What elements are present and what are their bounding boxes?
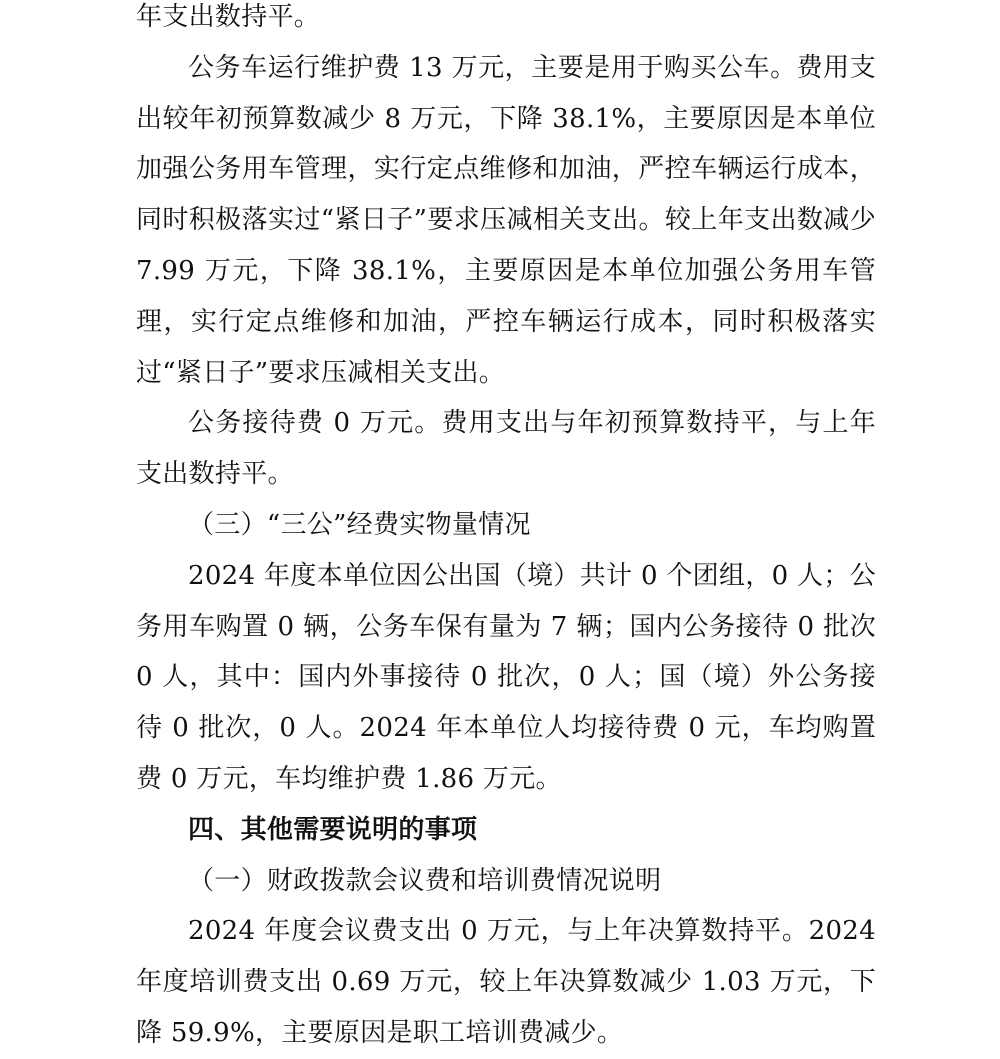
heading-other-matters: 四、其他需要说明的事项 <box>188 814 478 845</box>
document-body <box>136 0 876 1059</box>
paragraph-quantity-details: 2024 年度本单位因公出国（境）共计 0 个团组，0 人；公务用车购置 0 辆，公务车保有量为 7 辆；国内公务接待 0 批次 0 人，其中：国内外事接待 0 批次，0 人；国（境）外公务接待 0 批次，0 人。2024 年本单位人均接待费 0 元，车均购置费 0 万元，车均维护费 1.86 万元。 <box>136 560 876 794</box>
heading-meeting-training-fees: （一）财政拨款会议费和培训费情况说明 <box>188 865 662 896</box>
heading-three-public-quantity: （三）“三公”经费实物量情况 <box>188 509 531 540</box>
paragraph-reception-fee: 公务接待费 0 万元。费用支出与年初预算数持平，与上年支出数持平。 <box>136 408 876 490</box>
paragraph-vehicle-maintenance: 公务车运行维护费 13 万元，主要是用于购买公车。费用支出较年初预算数减少 8 万元，下降 38.1%，主要原因是本单位加强公务用车管理，实行定点维修和加油，严控车辆运行成本，同时积极落实过“紧日子”要求压减相关支出。较上年支出数减少 7.99 万元，下降 38.1%，主要原因是本单位加强公务用车管理，实行定点维修和加油，严控车辆运行成本，同时积极落实过“紧日子”要求压减相关支出。 <box>136 52 876 388</box>
paragraph-continuation: 年支出数持平。 <box>136 2 321 32</box>
paragraph-meeting-training-details: 2024 年度会议费支出 0 万元，与上年决算数持平。2024 年度培训费支出 0.69 万元，较上年决算数减少 1.03 万元，下降 59.9%，主要原因是职工培训费减少。 <box>136 916 876 1048</box>
